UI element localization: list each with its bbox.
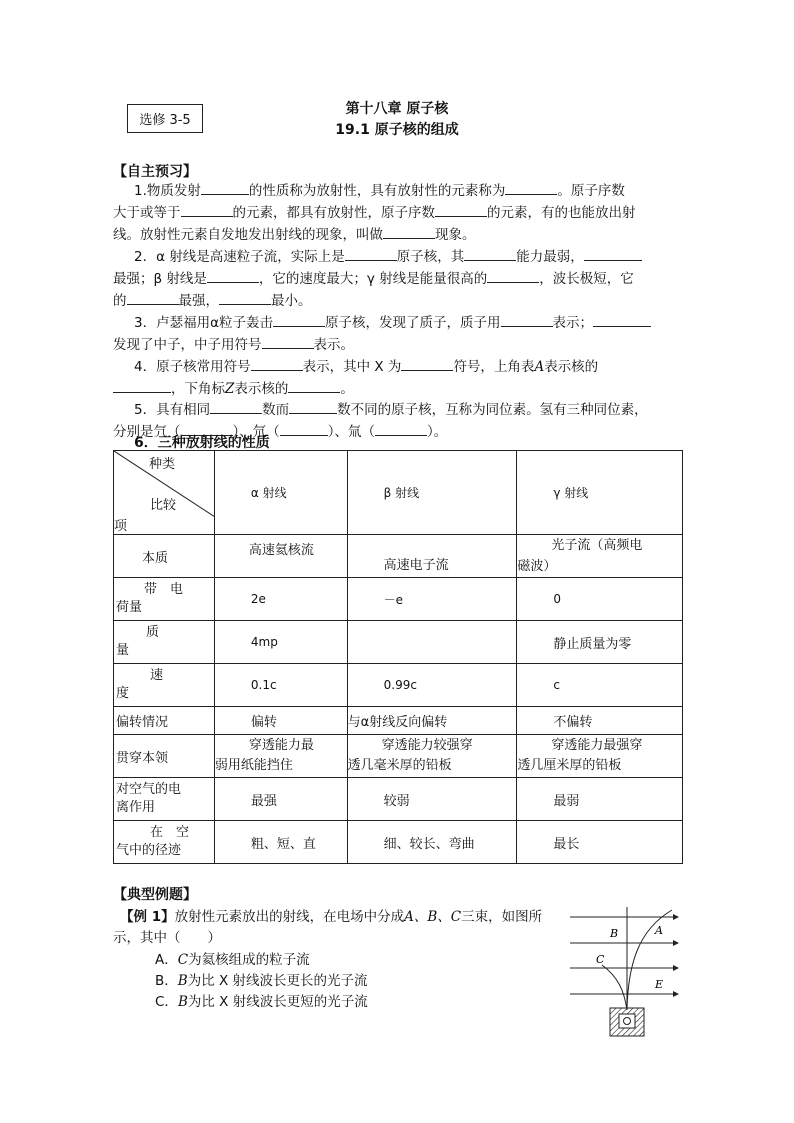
blank[interactable]	[593, 313, 651, 327]
table-row	[114, 707, 683, 735]
radiation-properties-table	[113, 450, 683, 864]
q1-line2: 大于或等于 的元素，都具有放射性，原子序数 的元素，有的也能放出射	[113, 205, 636, 221]
col-header-gamma: γ 射线	[517, 451, 683, 535]
table-row	[114, 621, 683, 664]
ray-path-left	[602, 965, 627, 1010]
q4-line2: ，下角标Z表示核的 。	[113, 378, 673, 400]
q3-line1: 3．卢瑟福用α粒子轰击 原子核，发现了质子，质子用 表示；	[134, 312, 694, 334]
cell-alpha-charge: 2e	[214, 578, 347, 621]
row-head-penetration: 贯穿本领	[114, 735, 215, 778]
blank[interactable]	[113, 379, 171, 393]
blank[interactable]	[435, 203, 487, 217]
table-row	[114, 535, 683, 578]
cell-alpha-track: 粗、短、直	[214, 821, 347, 864]
row-head-deflection: 偏转情况	[114, 707, 215, 735]
row-head-mass: 质 量	[114, 621, 215, 664]
option-a[interactable]: A．C为氦核组成的粒子流	[155, 952, 310, 968]
source-container	[610, 1008, 644, 1036]
cell-beta-nature: 高速电子流	[347, 535, 517, 578]
blank[interactable]	[201, 181, 249, 195]
blank[interactable]	[401, 357, 453, 371]
col-header-beta: β 射线	[347, 451, 517, 535]
blank[interactable]	[505, 181, 557, 195]
row-head-nature: 本质	[114, 535, 215, 578]
q4-line1: 4．原子核常用符号 表示，其中 X 为 符号，上角表A表示核的	[134, 359, 599, 375]
ray-path-right	[627, 910, 672, 1010]
chapter-title: 第十八章 原子核	[345, 101, 449, 117]
cell-gamma-ionization: 最弱	[517, 778, 683, 821]
cell-gamma-track: 最长	[517, 821, 683, 864]
table-row	[114, 821, 683, 864]
figure-label-e: E	[655, 978, 664, 991]
row-head-track: 在 空 气中的径迹	[114, 821, 215, 864]
cell-beta-penetration: 穿透能力较强穿 透几毫米厚的铅板	[347, 735, 517, 778]
example1-line2: 示，其中（ ）	[113, 930, 221, 946]
row-head-charge: 带 电 荷量	[114, 578, 215, 621]
example1-line1: 【例 1】放射性元素放出的射线，在电场中分成A、B、C三束，如图所	[120, 909, 543, 925]
option-c[interactable]: C．B为比 X 射线波长更短的光子流	[155, 994, 368, 1010]
course-label: 选修 3-5	[139, 113, 191, 128]
corner-mid: 比较	[150, 498, 177, 513]
q1-line3: 线。放射性元素自发地发出射线的现象，叫做 现象。	[113, 227, 476, 243]
cell-alpha-nature: 高速氦核流	[214, 535, 347, 578]
table-row	[114, 664, 683, 707]
q2-line3: 的 最强， 最小。	[113, 293, 312, 309]
blank[interactable]	[210, 400, 262, 414]
q1-line1: 1.物质发射 的性质称为放射性，具有放射性的元素称为 。原子序数	[134, 183, 625, 199]
cell-gamma-deflection: 不偏转	[517, 707, 683, 735]
row-head-speed: 速 度	[114, 664, 215, 707]
cell-beta-mass	[347, 621, 517, 664]
cell-alpha-deflection: 偏转	[214, 707, 347, 735]
source-dot	[624, 1018, 631, 1025]
blank[interactable]	[383, 225, 435, 239]
corner-top: 种类	[149, 457, 176, 472]
corner-cell	[114, 451, 215, 535]
cell-gamma-penetration: 穿透能力最强穿 透几厘米厚的铅板	[517, 735, 683, 778]
ray-paths	[602, 907, 672, 1010]
figure-label-a: A	[655, 924, 663, 937]
q2-line2: 最强；β 射线是 ，它的速度最大；γ 射线是能量很高的 ，波长极短，它	[113, 271, 634, 287]
cell-gamma-nature: 光子流（高频电 磁波）	[517, 535, 683, 578]
cell-beta-speed: 0.99c	[347, 664, 517, 707]
cell-gamma-charge: 0	[517, 578, 683, 621]
corner-bottom: 项	[114, 519, 128, 534]
blank[interactable]	[487, 269, 539, 283]
cell-beta-ionization: 较弱	[347, 778, 517, 821]
figure-label-b: B	[610, 927, 619, 940]
col-header-alpha: α 射线	[214, 451, 347, 535]
cell-alpha-mass: 4mp	[214, 621, 347, 664]
table-row	[114, 778, 683, 821]
q3-line2: 发现了中子，中子用符号 表示。	[113, 337, 354, 353]
q6-heading: 6．三种放射线的性质	[134, 435, 270, 451]
lesson-title: 19.1 原子核的组成	[335, 122, 459, 138]
blank[interactable]	[207, 269, 259, 283]
cell-beta-track: 细、较长、弯曲	[347, 821, 517, 864]
cell-alpha-speed: 0.1c	[214, 664, 347, 707]
blank[interactable]	[219, 291, 271, 305]
cell-beta-charge: －e	[347, 578, 517, 621]
cell-alpha-penetration: 穿透能力最 弱用纸能挡住	[214, 735, 347, 778]
cell-alpha-ionization: 最强	[214, 778, 347, 821]
table-header-row	[114, 451, 683, 535]
cell-beta-deflection: 与α射线反向偏转	[347, 707, 517, 735]
blank[interactable]	[289, 400, 337, 414]
blank[interactable]	[280, 422, 328, 436]
blank[interactable]	[273, 313, 325, 327]
q2-line1: 2．α 射线是高速粒子流，实际上是 原子核，其 能力最弱，	[134, 246, 694, 268]
cell-gamma-speed: c	[517, 664, 683, 707]
preview-heading: 【自主预习】	[113, 164, 197, 180]
blank[interactable]	[584, 247, 642, 261]
blank[interactable]	[375, 422, 427, 436]
table-row	[114, 735, 683, 778]
figure-label-c: C	[596, 953, 605, 966]
cell-gamma-mass: 静止质量为零	[517, 621, 683, 664]
blank[interactable]	[464, 247, 516, 261]
blank[interactable]	[288, 379, 340, 393]
blank[interactable]	[127, 291, 179, 305]
row-head-ionization: 对空气的电 离作用	[114, 778, 215, 821]
blank[interactable]	[345, 247, 397, 261]
table-row	[114, 578, 683, 621]
blank[interactable]	[501, 313, 553, 327]
q5-line2: 分别是氕（ ）、氘（ ）、氚（ ）。	[113, 424, 448, 440]
option-b[interactable]: B．B为比 X 射线波长更长的光子流	[155, 973, 368, 989]
radiation-field-figure	[566, 905, 686, 1037]
blank[interactable]	[251, 357, 303, 371]
q5-line1: 5．具有相同 数而 数不同的原子核，互称为同位素。氢有三种同位素，	[134, 402, 648, 418]
blank[interactable]	[262, 335, 314, 349]
examples-heading: 【典型例题】	[113, 887, 197, 903]
blank[interactable]	[181, 203, 233, 217]
